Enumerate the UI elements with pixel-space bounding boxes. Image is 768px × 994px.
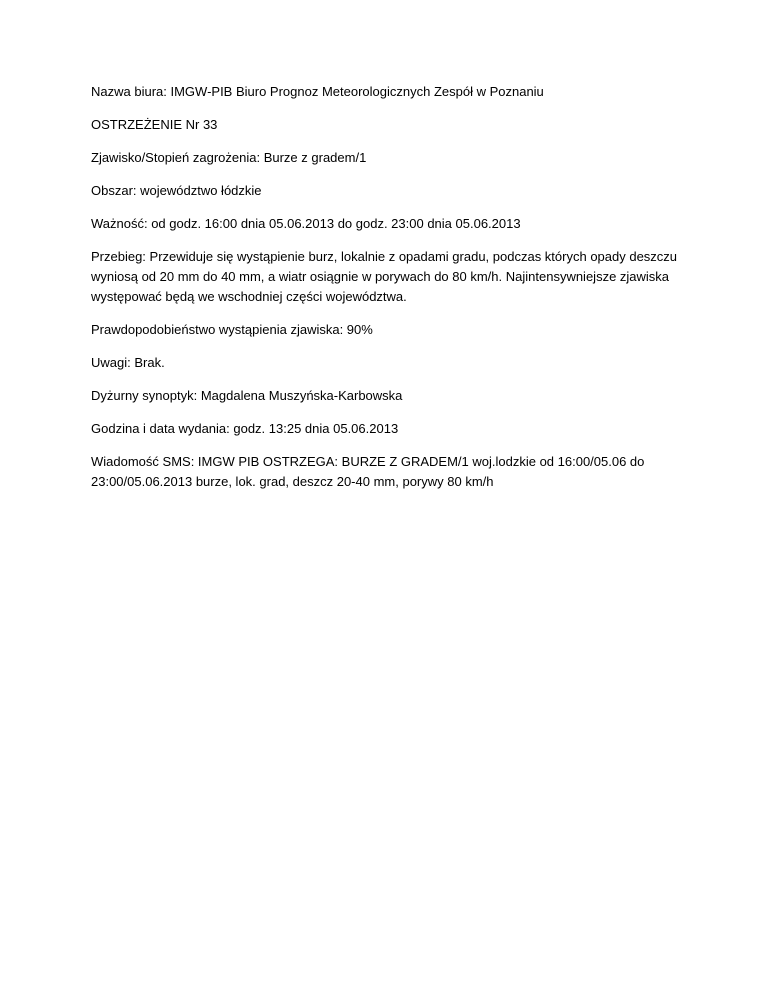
warning-number: OSTRZEŻENIE Nr 33 <box>91 117 218 132</box>
validity: Ważność: od godz. 16:00 dnia 05.06.2013 do godz. 23:00 dnia 05.06.2013 <box>91 216 521 231</box>
course-description: Przebieg: Przewiduje się wystąpienie burz, lokalnie z opadami gradu, podczas których opady deszczu wyniosą od 20 mm do 40 mm, a wiatr osiągnie w porywach do 80 km/h. Najintensywniejsze zjawiska występować będą we wschodniej części województwa. <box>91 249 678 304</box>
issue-time: Godzina i data wydania: godz. 13:25 dnia 05.06.2013 <box>91 421 399 436</box>
remarks: Uwagi: Brak. <box>91 355 165 370</box>
probability: Prawdopodobieństwo wystąpienia zjawiska: 90% <box>91 322 373 337</box>
phenomenon: Zjawisko/Stopień zagrożenia: Burze z gradem/1 <box>91 150 367 165</box>
sms-message: Wiadomość SMS: IMGW PIB OSTRZEGA: BURZE Z GRADEM/1 woj.lodzkie od 16:00/05.06 do 23:00/05.06.2013 burze, lok. grad, deszcz 20-40 mm, porywy 80 km/h <box>91 454 645 489</box>
office-name: Nazwa biura: IMGW-PIB Biuro Prognoz Meteorologicznych Zespół w Poznaniu <box>91 84 544 99</box>
document-page <box>91 82 691 505</box>
area: Obszar: województwo łódzkie <box>91 183 262 198</box>
forecaster: Dyżurny synoptyk: Magdalena Muszyńska-Karbowska <box>91 388 403 403</box>
